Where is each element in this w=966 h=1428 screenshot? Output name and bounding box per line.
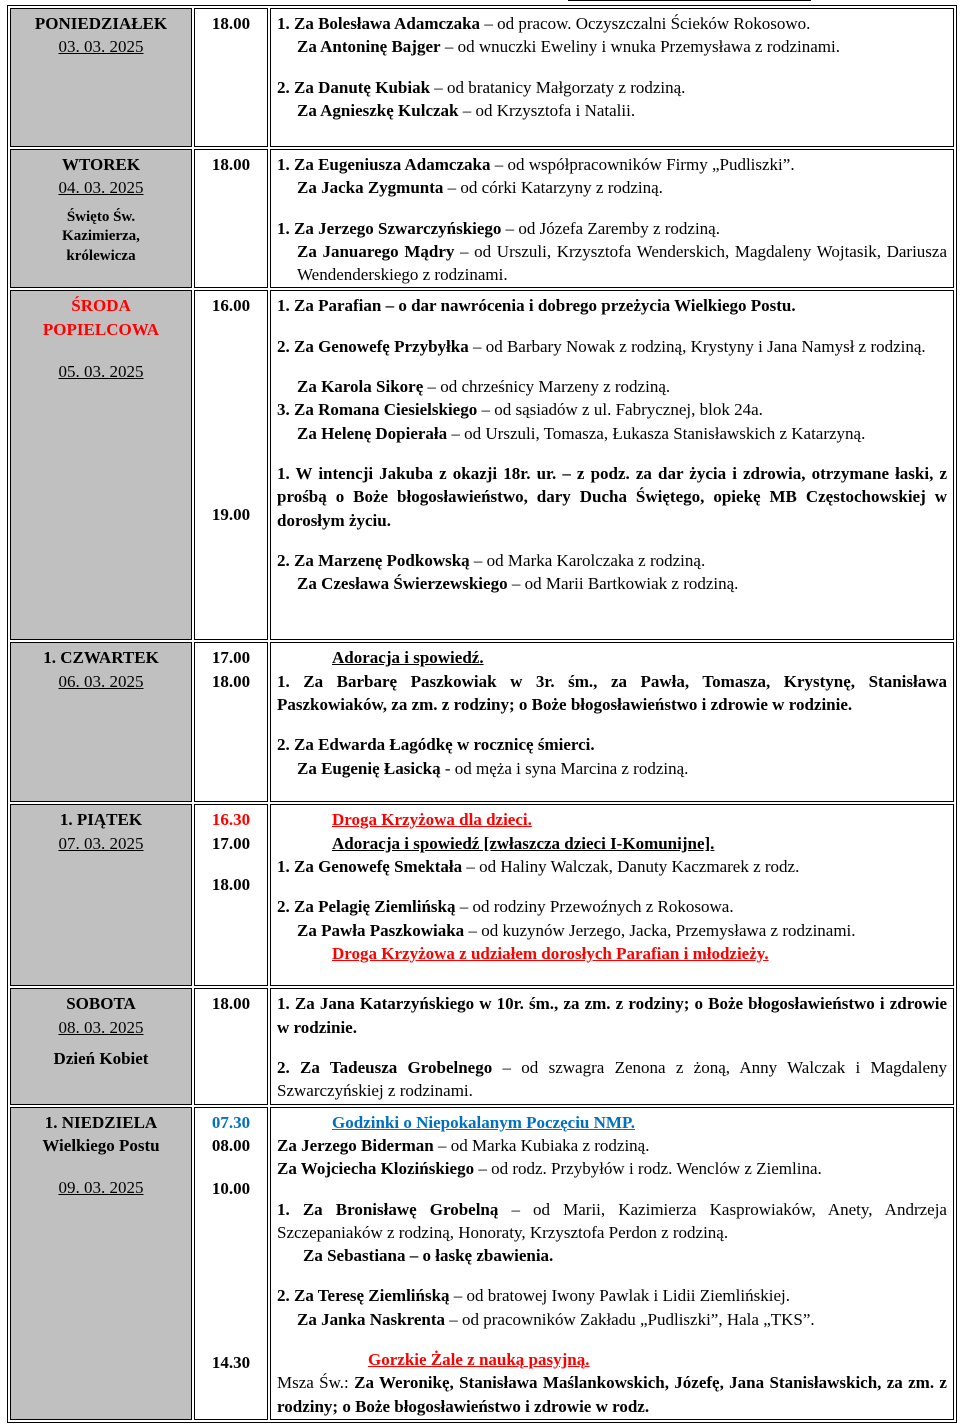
- feast-note: królewicza: [66, 247, 136, 264]
- day-cell: [10, 290, 192, 640]
- intention: 1. Za Jana Katarzyńskiego w 10r. śm., za zm. z rodziny; o Boże błogosławieństwo i zdrowie w rodzinie.: [277, 994, 947, 1037]
- intentions-cell: [270, 8, 954, 147]
- intentions-cell: [270, 988, 954, 1104]
- mass-time: 17.00: [211, 648, 251, 668]
- mass-schedule-table: [7, 5, 957, 1423]
- day-cell: [10, 8, 192, 147]
- intention: Za Jacka Zygmunta – od córki Katarzyny z rodziną.: [297, 178, 663, 198]
- day-date: 08. 03. 2025: [58, 1017, 144, 1037]
- day-date: 07. 03. 2025: [58, 833, 144, 853]
- time-cell: [194, 642, 268, 802]
- day-cell: [10, 1107, 192, 1420]
- time-cell: [194, 290, 268, 640]
- mass-time: 19.00: [211, 504, 251, 524]
- intention: Za Helenę Dopierała – od Urszuli, Tomasza, Łukasza Stanisławskich z Katarzyną.: [297, 423, 866, 443]
- mass-time: 16.00: [211, 296, 251, 316]
- intention: Za Karola Sikorę – od chrześnicy Marzeny z rodziną.: [297, 377, 671, 397]
- time-cell: [194, 804, 268, 986]
- mass-time: 10.00: [211, 1179, 251, 1199]
- time-cell: [194, 149, 268, 288]
- intention: 1. Za Jerzego Szwarczyńskiego – od Józefa Zaremby z rodziną.: [277, 218, 720, 238]
- intention: 1. Za Bolesława Adamczaka – od pracow. Oczyszczalni Ścieków Rokosowo.: [277, 14, 811, 33]
- mass-time: 18.00: [211, 14, 251, 33]
- intention: Za Czesława Świerzewskiego – od Marii Bartkowiak z rodziną.: [297, 574, 739, 594]
- intention: Za Sebastiana – o łaskę zbawienia.: [303, 1246, 554, 1266]
- intention: 2. Za Genowefę Przybyłka – od Barbary Nowak z rodziną, Krystyny i Jana Namysł z rodziną.: [277, 336, 926, 356]
- day-cell: [10, 804, 192, 986]
- intention: 1. Za Barbarę Paszkowiak w 3r. śm., za Pawła, Tomasza, Krystynę, Stanisława Paszkowiaków, za zm. z rodziny; o Boże błogosławieństwo i zdrowie w rodzinie.: [277, 671, 947, 715]
- intention: 2. Za Tadeusza Grobelnego – od szwagra Zenona z żoną, Anny Walczak i Magdaleny Szwarczyńskiej z rodzinami.: [277, 1058, 947, 1101]
- intentions-cell: [270, 642, 954, 802]
- intention: 2. Za Pelagię Ziemlińską – od rodziny Przewoźnych z Rokosowa.: [277, 897, 734, 917]
- mass-time: 18.00: [211, 994, 251, 1014]
- day-row-tuesday: [10, 149, 954, 288]
- day-name: 1. NIEDZIELA: [44, 1112, 158, 1132]
- day-row-sunday: [10, 1107, 954, 1420]
- day-name: ŚRODA: [71, 296, 131, 316]
- intention: Za Pawła Paszkowiaka – od kuzynów Jerzego, Jacka, Przemysława z rodzinami.: [297, 920, 856, 940]
- intention: 1. Za Eugeniusza Adamczaka – od współpracowników Firmy „Pudliszki”.: [277, 155, 795, 174]
- godzinki-heading: Godzinki o Niepokalanym Poczęciu NMP.: [332, 1112, 636, 1132]
- day-name: PONIEDZIAŁEK: [34, 14, 168, 33]
- stations-heading: Droga Krzyżowa dla dzieci.: [332, 810, 532, 830]
- day-date: 09. 03. 2025: [58, 1178, 144, 1198]
- intention: 1. Za Genowefę Smektała – od Haliny Walczak, Danuty Kaczmarek z rodz.: [277, 857, 800, 877]
- day-cell: [10, 642, 192, 802]
- mass-time: 18.00: [211, 875, 251, 895]
- intentions-cell: [270, 149, 954, 288]
- day-row-friday: [10, 804, 954, 986]
- intention: 1. W intencji Jakuba z okazji 18r. ur. – z podz. za dar życia i zdrowia, otrzymane łaski, z prośbą o Boże błogosławieństwo, dary Ducha Świętego, opiekę MB Częstochowskiej w dorosłym życiu.: [277, 463, 947, 530]
- day-name: Wielkiego Postu: [42, 1135, 160, 1155]
- day-row-thursday: [10, 642, 954, 802]
- intention: Za Jerzego Biderman – od Marka Kubiaka z rodziną.: [277, 1135, 650, 1155]
- day-date: 06. 03. 2025: [58, 671, 144, 691]
- feast-note: Kazimierza,: [62, 228, 140, 245]
- intention: Za Januarego Mądry – od Urszuli, Krzysztofa Wenderskich, Magdaleny Wojtasik, Dariusza Wendenderskiego z rodzinami.: [297, 241, 948, 285]
- feast-note: Święto Św.: [66, 208, 136, 225]
- intention: Za Agnieszkę Kulczak – od Krzysztofa i Natalii.: [297, 100, 636, 120]
- intentions-cell: [270, 804, 954, 986]
- day-name: WTOREK: [61, 155, 141, 174]
- top-rule: [568, 0, 811, 1]
- time-cell: [194, 988, 268, 1104]
- day-row-saturday: [10, 988, 954, 1104]
- day-name: SOBOTA: [66, 994, 136, 1014]
- time-cell: [194, 8, 268, 147]
- adoration-heading: Adoracja i spowiedź [zwłaszcza dzieci I-Komunijne].: [332, 833, 715, 853]
- intention: Za Antoninę Bajger – od wnuczki Eweliny i wnuka Przemysława z rodzinami.: [297, 37, 840, 57]
- intention: 3. Za Romana Ciesielskiego – od sąsiadów z ul. Fabrycznej, blok 24a.: [277, 400, 763, 420]
- day-row-wednesday: [10, 290, 954, 640]
- day-date: 04. 03. 2025: [58, 178, 144, 198]
- day-cell: [10, 149, 192, 288]
- intention: Za Wojciecha Klozińskiego – od rodz. Przybyłów i rodz. Wenclów z Ziemlina.: [277, 1159, 822, 1179]
- mass-time: 14.30: [211, 1352, 251, 1372]
- mass-time: 17.00: [211, 833, 251, 853]
- day-name: POPIELCOWA: [42, 319, 160, 339]
- day-name: 1. CZWARTEK: [43, 648, 159, 668]
- time-cell: [194, 1107, 268, 1420]
- mass-time: 16.30: [211, 810, 251, 830]
- gorzkie-zale-heading: Gorzkie Żale z nauką pasyjną.: [368, 1350, 590, 1370]
- intention: 2. Za Edwarda Łagódkę w rocznicę śmierci.: [277, 735, 595, 755]
- mass-time: 07.30: [211, 1112, 251, 1132]
- intentions-cell: [270, 290, 954, 640]
- day-date: 03. 03. 2025: [58, 37, 144, 57]
- intentions-cell: [270, 1107, 954, 1420]
- intention: Za Janka Naskrenta – od pracowników Zakładu „Pudliszki”, Hala „TKS”.: [297, 1309, 815, 1329]
- feast-note: Dzień Kobiet: [53, 1049, 149, 1069]
- mass-time: 18.00: [211, 671, 251, 691]
- day-cell: [10, 988, 192, 1104]
- day-date: 05. 03. 2025: [58, 362, 144, 382]
- day-name: 1. PIĄTEK: [59, 810, 143, 830]
- intention: 1. Za Bronisławę Grobelną – od Marii, Kazimierza Kasprowiaków, Anety, Andrzeja Szczepaniaków z rodziną, Honoraty, Krzysztofa Perdon z rodziną.: [277, 1199, 947, 1242]
- stations-footer: Droga Krzyżowa z udziałem dorosłych Parafian i młodzieży.: [332, 943, 769, 963]
- mass-time: 18.00: [211, 155, 251, 174]
- adoration-heading: Adoracja i spowiedź.: [332, 648, 484, 668]
- day-row-monday: [10, 8, 954, 147]
- intention: Za Eugenię Łasicką - od męża i syna Marcina z rodziną.: [297, 758, 689, 778]
- intention: 2. Za Teresę Ziemlińską – od bratowej Iwony Pawlak i Lidii Ziemlińskiej.: [277, 1286, 790, 1306]
- intention: 2. Za Marzenę Podkowską – od Marka Karolczaka z rodziną.: [277, 550, 706, 570]
- intention: 1. Za Parafian – o dar nawrócenia i dobrego przeżycia Wielkiego Postu.: [277, 296, 796, 316]
- intention: Msza Św.: Za Weronikę, Stanisława Maślankowskich, Józefę, Jana Stanisławskich, za zm. z rodziny; o Boże błogosławieństwo i zdrowie w rodz.: [277, 1373, 947, 1416]
- intention: 2. Za Danutę Kubiak – od bratanicy Małgorzaty z rodziną.: [277, 77, 686, 97]
- mass-time: 08.00: [211, 1135, 251, 1155]
